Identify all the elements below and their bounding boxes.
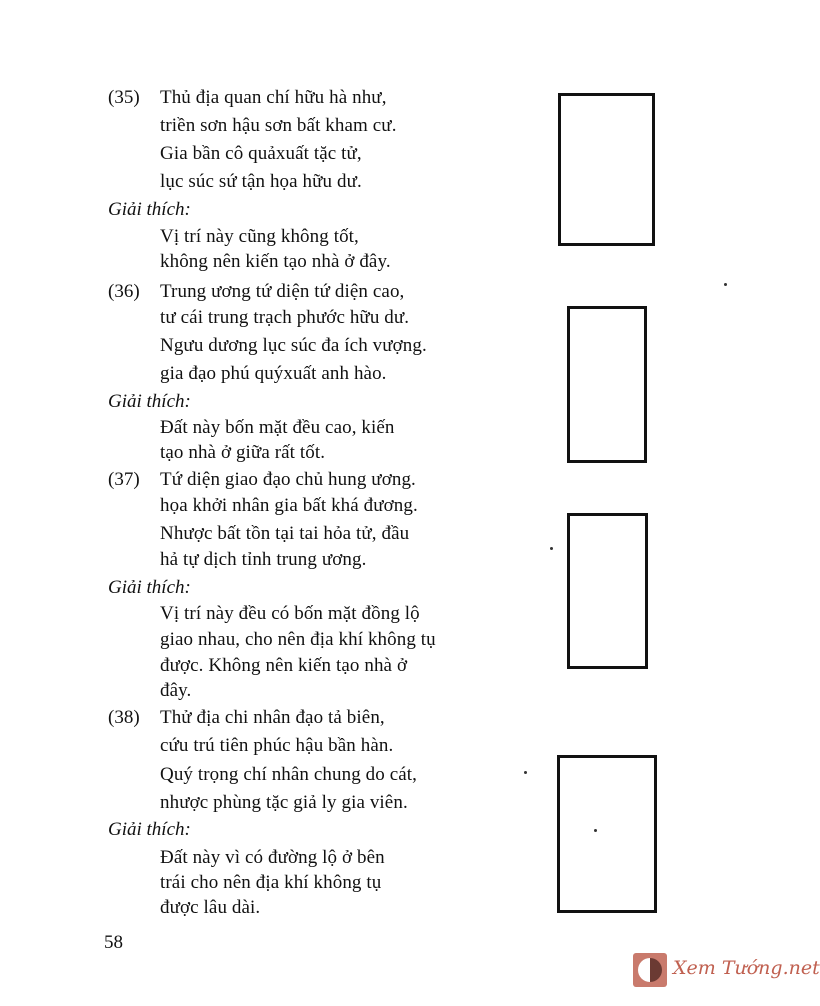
- site-diagram-37-icon: [567, 513, 648, 669]
- verse-line: lục súc sứ tận họa hữu dư.: [160, 171, 362, 192]
- explanation-line: trái cho nên địa khí không tụ: [160, 872, 382, 893]
- explanation-line: không nên kiến tạo nhà ở đây.: [160, 251, 391, 272]
- verse-line: tư cái trung trạch phước hữu dư.: [160, 307, 410, 328]
- verse-line: Nhược bất tồn tại tai hỏa tử, đầu: [160, 523, 410, 544]
- verse-line: hả tự dịch tỉnh trung ương.: [160, 549, 367, 570]
- verse-line: Ngưu dương lục súc đa ích vượng.: [160, 335, 427, 356]
- yin-yang-icon: [633, 953, 667, 987]
- explanation-line: được lâu dài.: [160, 897, 261, 918]
- verse-line: Trung ương tứ diện tứ diện cao,: [160, 281, 405, 302]
- verse-line: gia đạo phú quýxuất anh hào.: [160, 363, 387, 384]
- site-diagram-36-icon: [567, 306, 647, 463]
- verse-line: Thủ địa quan chí hữu hà như,: [160, 87, 387, 108]
- site-diagram-38-icon: [557, 755, 657, 913]
- explanation-line: Vị trí này cũng không tốt,: [160, 226, 359, 247]
- watermark-text: Xem Tướng.net: [673, 957, 820, 979]
- explanation-label: Giải thích:: [108, 819, 191, 840]
- verse-line: triền sơn hậu sơn bất kham cư.: [160, 115, 397, 136]
- explanation-line: tạo nhà ở giữa rất tốt.: [160, 442, 326, 463]
- verse-number: (36): [108, 281, 140, 302]
- explanation-line: được. Không nên kiến tạo nhà ở: [160, 655, 408, 676]
- page-number: 58: [104, 932, 123, 953]
- explanation-label: Giải thích:: [108, 577, 191, 598]
- verse-line: Gia bần cô quảxuất tặc tử,: [160, 143, 362, 164]
- verse-line: cứu trú tiên phúc hậu bần hàn.: [160, 735, 394, 756]
- watermark: [633, 953, 820, 987]
- verse-number: (35): [108, 87, 140, 108]
- verse-line: nhược phùng tặc giả ly gia viên.: [160, 792, 408, 813]
- explanation-line: giao nhau, cho nên địa khí không tụ: [160, 629, 436, 650]
- scan-speck: [594, 829, 597, 832]
- site-diagram-35-icon: [558, 93, 655, 246]
- verse-line: Tứ diện giao đạo chủ hung ương.: [160, 469, 416, 490]
- explanation-line: Đất này vì có đường lộ ở bên: [160, 847, 385, 868]
- verse-line: họa khởi nhân gia bất khá đương.: [160, 495, 418, 516]
- explanation-line: đây.: [160, 680, 192, 701]
- verse-number: (37): [108, 469, 140, 490]
- explanation-label: Giải thích:: [108, 199, 191, 220]
- explanation-line: Vị trí này đều có bốn mặt đồng lộ: [160, 603, 420, 624]
- scan-speck: [550, 547, 553, 550]
- scan-speck: [524, 771, 527, 774]
- explanation-label: Giải thích:: [108, 391, 191, 412]
- verse-number: (38): [108, 707, 140, 728]
- scan-speck: [724, 283, 727, 286]
- explanation-line: Đất này bốn mặt đều cao, kiến: [160, 417, 395, 438]
- verse-line: Quý trọng chí nhân chung do cát,: [160, 764, 417, 785]
- verse-line: Thử địa chi nhân đạo tả biên,: [160, 707, 385, 728]
